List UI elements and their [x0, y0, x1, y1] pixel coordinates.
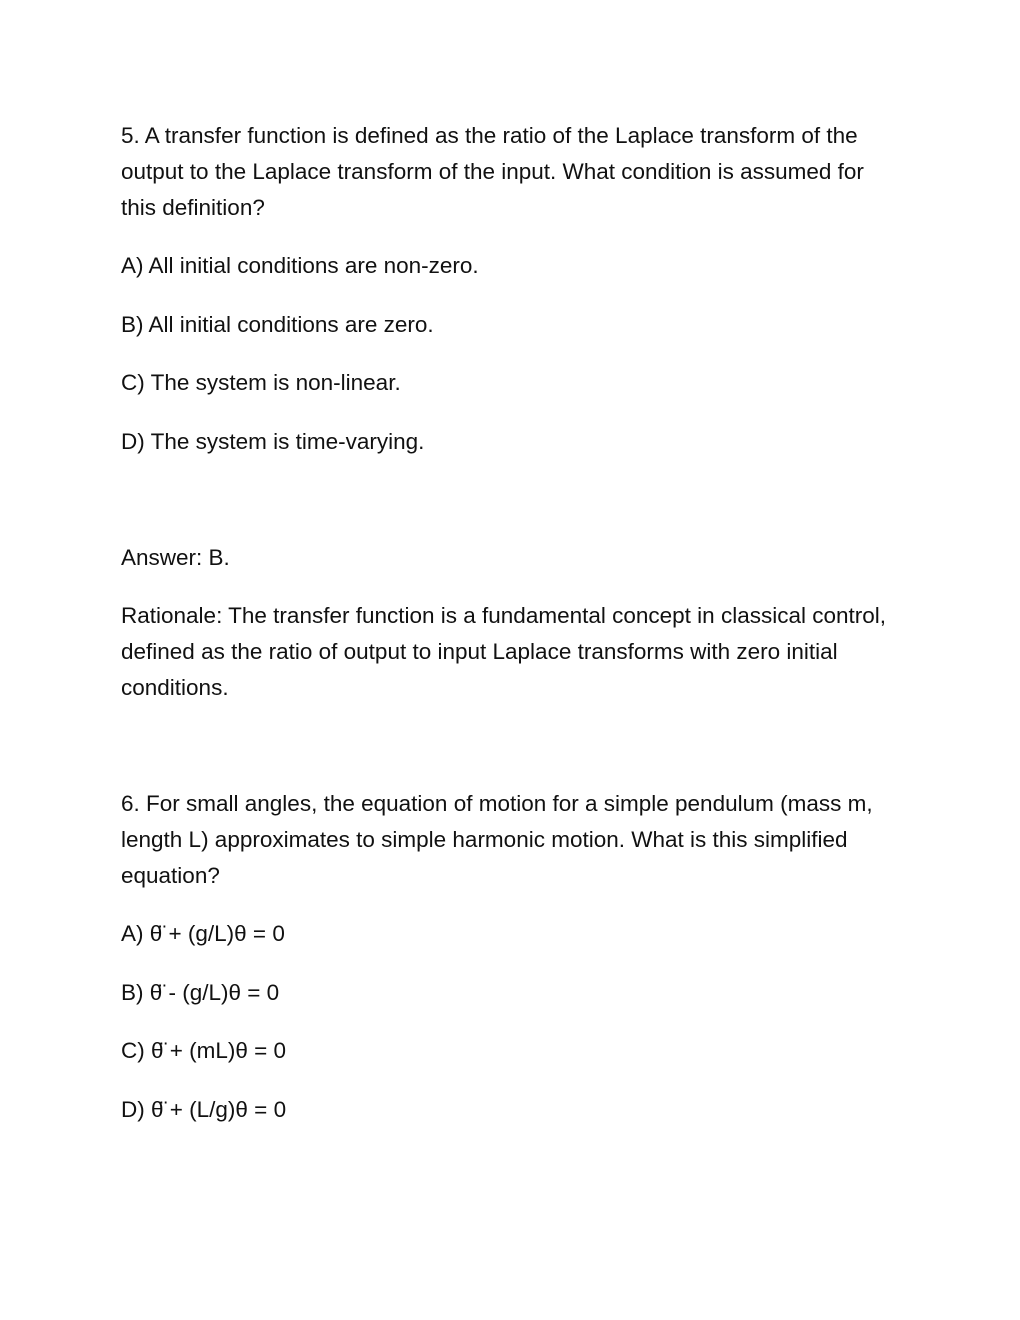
option-d: D) The system is time-varying.	[121, 428, 425, 454]
option-b: B) θ̈ - (g/L)θ = 0	[121, 979, 280, 1005]
option-c: C) θ̈ + (mL)θ = 0	[121, 1038, 287, 1063]
spacer	[121, 706, 901, 786]
option-d: D) θ̈ + (L/g)θ = 0	[121, 1096, 287, 1122]
spacer	[121, 482, 901, 540]
question-stem: 5. A transfer function is defined as the ratio of the Laplace transform of the output to the Laplace transform of the input. What condition is assumed for this definition?	[121, 123, 864, 220]
option-a: A) θ̈ + (g/L)θ = 0	[121, 921, 285, 946]
option-b: B) All initial conditions are zero.	[121, 311, 434, 337]
option-c: C) The system is non-linear.	[121, 370, 401, 395]
question-stem: 6. For small angles, the equation of motion for a simple pendulum (mass m, length L) approximates to simple harmonic motion. What is this simplified equation?	[121, 791, 873, 888]
question-6	[121, 786, 901, 1128]
option-a: A) All initial conditions are non-zero.	[121, 253, 479, 278]
rationale-text: Rationale: The transfer function is a fundamental concept in classical control, defined as the ratio of output to input Laplace transforms with zero initial conditions.	[121, 603, 886, 700]
answer-text: Answer: B.	[121, 545, 230, 570]
document-page	[121, 118, 901, 1150]
question-5	[121, 118, 901, 786]
